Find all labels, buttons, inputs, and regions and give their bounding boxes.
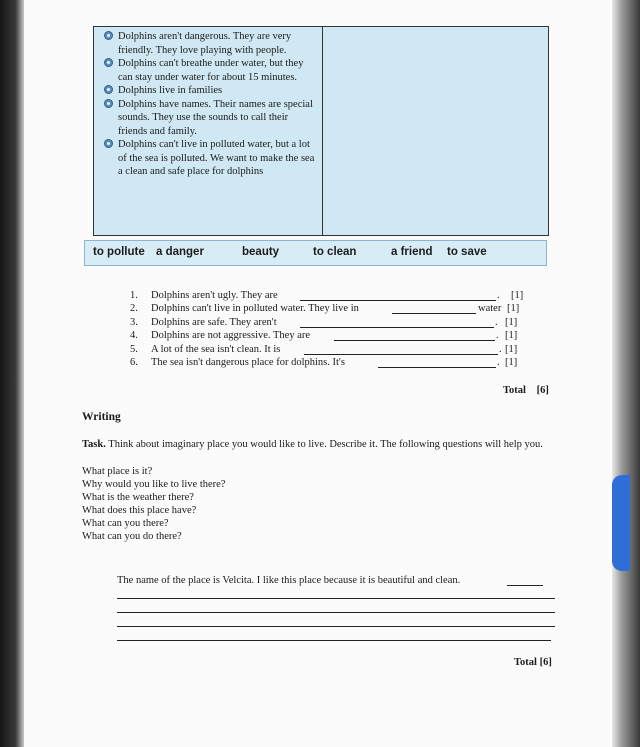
word-bank-item: a danger xyxy=(156,246,204,258)
reading-table xyxy=(93,26,549,236)
fact-item: Dolphins have names. Their names are special sounds. They use the sounds to call their friends and family. xyxy=(118,98,318,139)
bullet-icon xyxy=(104,58,113,67)
question-item: What is the weather there? xyxy=(82,492,194,503)
questions-list xyxy=(82,465,382,543)
scan-left-edge xyxy=(0,0,26,747)
writing-answer[interactable]: The name of the place is Velcita. I like this place because it is beautiful and clean. xyxy=(117,575,461,586)
word-bank-item: to pollute xyxy=(93,246,145,258)
writing-total: Total [6] xyxy=(514,657,552,668)
answer-blank[interactable] xyxy=(334,329,495,341)
writing-line[interactable] xyxy=(117,640,551,641)
word-bank-item: to clean xyxy=(313,246,357,258)
bullet-icon xyxy=(104,139,113,148)
answer-blank[interactable] xyxy=(300,289,496,301)
facts-cell xyxy=(94,27,323,235)
question-item: What place is it? xyxy=(82,466,153,477)
word-bank-item: beauty xyxy=(242,246,280,258)
word-bank-item: a friend xyxy=(391,246,433,258)
question-item: What can you there? xyxy=(82,518,169,529)
bullet-icon xyxy=(104,99,113,108)
writing-heading: Writing xyxy=(82,411,121,423)
writing-line[interactable] xyxy=(117,598,555,599)
scan-right-edge xyxy=(612,0,640,747)
answer-blank[interactable] xyxy=(300,316,494,328)
writing-task: Task. Think about imaginary place you would like to live. Describe it. The following questions will help you. xyxy=(82,439,543,450)
fact-item: Dolphins aren't dangerous. They are very friendly. They love playing with people. xyxy=(118,30,318,57)
word-bank xyxy=(84,240,547,266)
fact-item: Dolphins live in families xyxy=(118,84,318,98)
answer-blank[interactable] xyxy=(304,343,498,355)
question-item: What does this place have? xyxy=(82,505,197,516)
fact-item: Dolphins can't live in polluted water, but a lot of the sea is polluted. We want to make the sea a clean and safe place for dolphins xyxy=(118,138,318,179)
facts-list xyxy=(118,30,318,179)
question-item: Why would you like to live there? xyxy=(82,479,226,490)
total-label: Total [6] xyxy=(503,385,549,396)
word-bank-item: to save xyxy=(447,246,487,258)
scroll-handle[interactable] xyxy=(612,475,630,571)
writing-line[interactable] xyxy=(117,626,555,627)
answer-blank[interactable] xyxy=(507,574,543,586)
answer-blank[interactable] xyxy=(392,302,476,314)
fact-item: Dolphins can't breathe under water, but they can stay under water for about 15 minutes. xyxy=(118,57,318,84)
writing-line[interactable] xyxy=(117,612,555,613)
bullet-icon xyxy=(104,31,113,40)
answer-blank[interactable] xyxy=(378,356,496,368)
bullet-icon xyxy=(104,85,113,94)
question-item: What can you do there? xyxy=(82,531,182,542)
